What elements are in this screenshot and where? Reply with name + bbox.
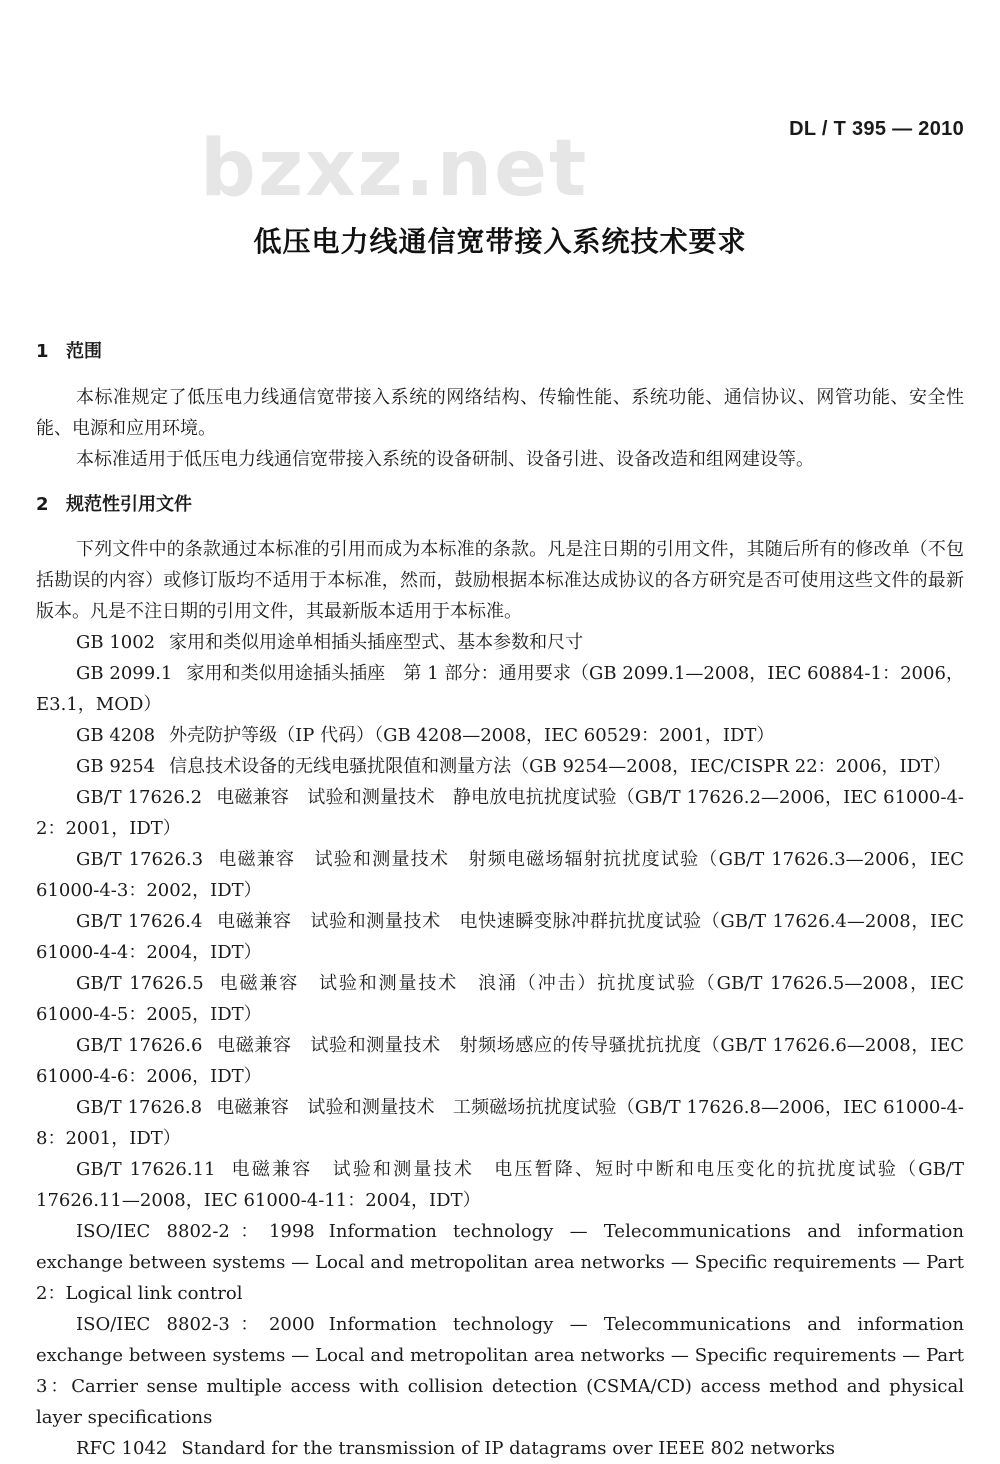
reference-title: 家用和类似用途单相插头插座型式、基本参数和尺寸 xyxy=(169,632,584,653)
reference-item xyxy=(36,844,964,906)
reference-code: GB/T 17626.5 xyxy=(76,973,204,994)
reference-title: 外壳防护等级（IP 代码）（GB 4208—2008，IEC 60529：2001，IDT） xyxy=(169,725,775,746)
reference-item xyxy=(36,1092,964,1154)
reference-title: 电磁兼容 试验和测量技术 工频磁场抗扰度试验（GB/T 17626.8—2006，IEC 61000-4-8：2001，IDT） xyxy=(36,1097,964,1149)
standard-number: DL / T 395 — 2010 xyxy=(789,118,964,140)
reference-item xyxy=(36,968,964,1030)
section-1-heading xyxy=(36,336,964,367)
reference-code: GB/T 17626.6 xyxy=(76,1035,203,1056)
section-2-intro: 下列文件中的条款通过本标准的引用而成为本标准的条款。凡是注日期的引用文件，其随后所有的修改单（不包括勘误的内容）或修订版均不适用于本标准，然而，鼓励根据本标准达成协议的各方研究是否可使用这些文件的最新版本。凡是不注日期的引用文件，其最新版本适用于本标准。 xyxy=(36,539,964,622)
section-2-heading xyxy=(36,489,964,520)
reference-code: GB 4208 xyxy=(76,725,156,746)
document-body xyxy=(36,336,964,1464)
reference-code: GB 2099.1 xyxy=(76,663,173,684)
reference-item xyxy=(36,627,964,658)
reference-code: GB/T 17626.11 xyxy=(76,1159,216,1180)
reference-item xyxy=(36,1309,964,1433)
reference-title: 电磁兼容 试验和测量技术 射频场感应的传导骚扰抗扰度（GB/T 17626.6—2008，IEC 61000-4-6：2006，IDT） xyxy=(36,1035,964,1087)
reference-code: RFC 1042 xyxy=(76,1438,168,1459)
section-1-paragraph-2: 本标准适用于低压电力线通信宽带接入系统的设备研制、设备引进、设备改造和组网建设等。 xyxy=(76,449,814,470)
reference-title: 电磁兼容 试验和测量技术 浪涌（冲击）抗扰度试验（GB/T 17626.5—2008，IEC 61000-4-5：2005，IDT） xyxy=(36,973,964,1025)
section-2-title: 规范性引用文件 xyxy=(66,494,192,515)
reference-title: Information technology — Telecommunications and information exchange between systems — Local and metropolitan area networks — Specific requirements — Part 3：Carrier sense multiple access with collision detection (CSMA/CD) access method and physical layer specifications xyxy=(36,1314,964,1428)
reference-item xyxy=(36,720,964,751)
reference-code: GB 1002 xyxy=(76,632,156,653)
section-1-number: 1 xyxy=(36,341,49,362)
reference-title: 信息技术设备的无线电骚扰限值和测量方法（GB 9254—2008，IEC/CISPR 22：2006，IDT） xyxy=(169,756,952,777)
reference-item xyxy=(36,906,964,968)
reference-title: 电磁兼容 试验和测量技术 射频电磁场辐射抗扰度试验（GB/T 17626.3—2006，IEC 61000-4-3：2002，IDT） xyxy=(36,849,964,901)
reference-code: ISO/IEC 8802-2：1998 xyxy=(76,1221,315,1242)
reference-item xyxy=(36,751,964,782)
section-1-title: 范围 xyxy=(66,341,102,362)
watermark: bzxz.net xyxy=(200,124,589,214)
reference-item xyxy=(36,658,964,720)
reference-code: GB/T 17626.2 xyxy=(76,787,203,808)
reference-code: GB/T 17626.4 xyxy=(76,911,203,932)
reference-title: Standard for the transmission of IP datagrams over IEEE 802 networks xyxy=(181,1438,836,1459)
reference-item xyxy=(36,1433,964,1464)
reference-title: 电磁兼容 试验和测量技术 电快速瞬变脉冲群抗扰度试验（GB/T 17626.4—2008，IEC 61000-4-4：2004，IDT） xyxy=(36,911,964,963)
reference-title: Information technology — Telecommunications and information exchange between systems — Local and metropolitan area networks — Specific requirements — Part 2：Logical link control xyxy=(36,1221,964,1304)
document-title: 低压电力线通信宽带接入系统技术要求 xyxy=(253,225,747,258)
reference-item xyxy=(36,1030,964,1092)
reference-code: GB 9254 xyxy=(76,756,156,777)
reference-title: 家用和类似用途插头插座 第 1 部分：通用要求（GB 2099.1—2008，IEC 60884-1：2006，E3.1，MOD） xyxy=(36,663,964,715)
reference-code: GB/T 17626.3 xyxy=(76,849,204,870)
reference-title: 电磁兼容 试验和测量技术 电压暂降、短时中断和电压变化的抗扰度试验（GB/T 17626.11—2008，IEC 61000-4-11：2004，IDT） xyxy=(36,1159,964,1211)
reference-title: 电磁兼容 试验和测量技术 静电放电抗扰度试验（GB/T 17626.2—2006，IEC 61000-4-2：2001，IDT） xyxy=(36,787,964,839)
section-2-number: 2 xyxy=(36,494,49,515)
reference-code: ISO/IEC 8802-3：2000 xyxy=(76,1314,315,1335)
section-1-paragraph-1: 本标准规定了低压电力线通信宽带接入系统的网络结构、传输性能、系统功能、通信协议、网管功能、安全性能、电源和应用环境。 xyxy=(36,387,964,439)
reference-code: GB/T 17626.8 xyxy=(76,1097,203,1118)
reference-item xyxy=(36,1154,964,1216)
reference-item xyxy=(36,1216,964,1309)
reference-item xyxy=(36,782,964,844)
